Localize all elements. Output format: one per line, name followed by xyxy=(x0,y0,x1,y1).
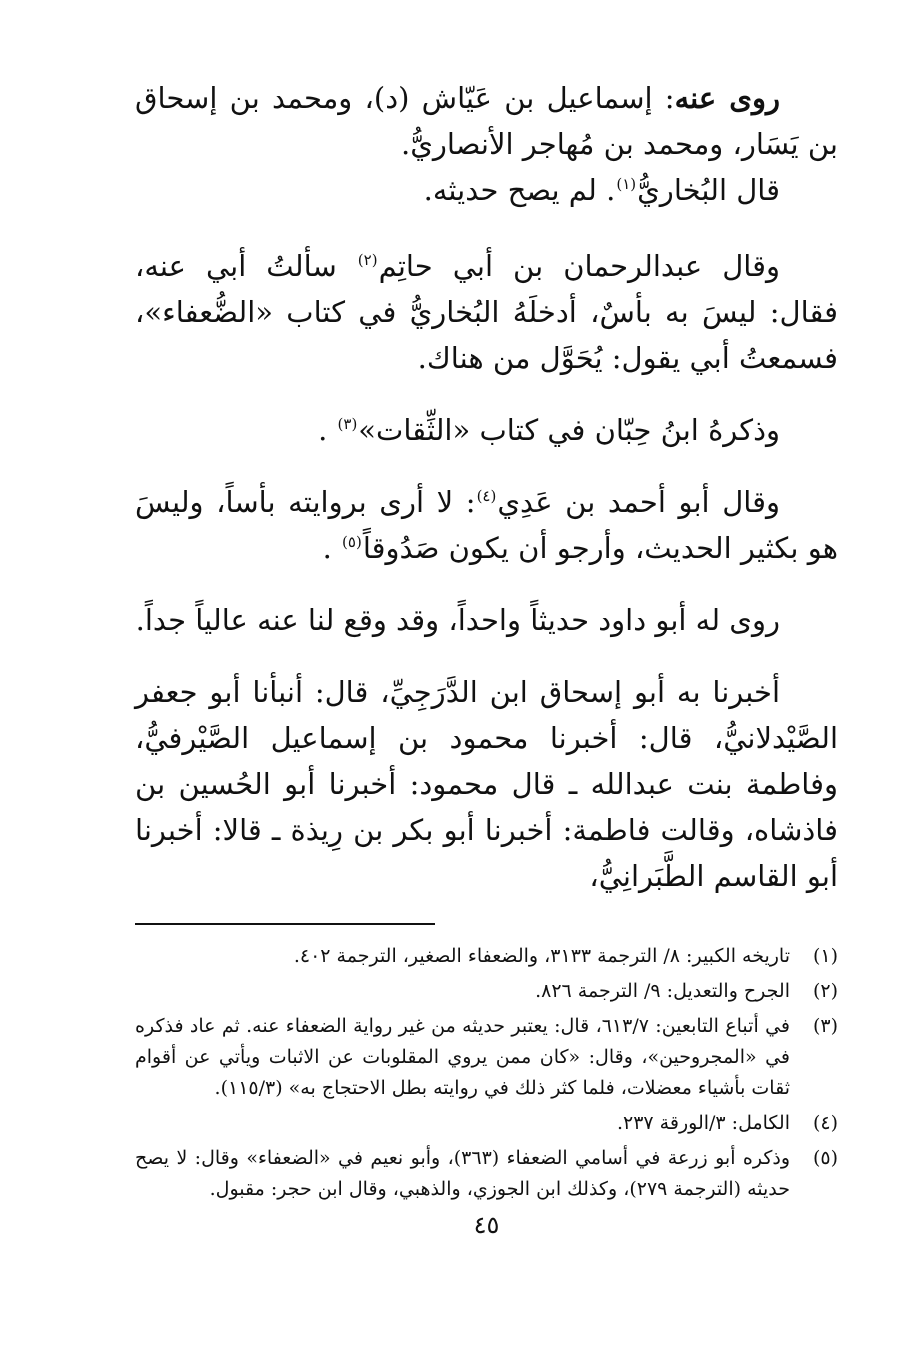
footnote-ref-4[interactable]: (٤) xyxy=(476,487,497,506)
paragraph-narrators xyxy=(135,75,838,167)
page-number: ٤٥ xyxy=(473,1211,500,1239)
paragraph-abi-hatim xyxy=(135,243,838,381)
footnote-item xyxy=(135,1143,838,1205)
paragraph-text: سألتُ أبي عنه، فقال: ليسَ به بأسٌ، أدخلَهُ البُخاريُّ في كتاب «الضُّعفاء»، فسمعتُ أبي يقول: يُحَوَّل من هناك. xyxy=(135,249,838,375)
footnote-number: (١) xyxy=(812,945,838,967)
main-text xyxy=(135,75,838,899)
paragraph-ibn-adi xyxy=(135,479,838,571)
footnote-item xyxy=(135,976,838,1007)
paragraph-text: : لا أرى بروايته بأساً، وليسَ هو بكثير الحديث، وأرجو أن يكون صَدُوقاً xyxy=(135,485,838,565)
paragraph-text: . xyxy=(322,531,342,565)
footnote-text: تاريخه الكبير: ٨/ الترجمة ٣١٣٣، والضعفاء الصغير، الترجمة ٤٠٢. xyxy=(293,945,790,967)
footnote-item xyxy=(135,941,838,972)
footnote-item xyxy=(135,1011,838,1104)
footnote-ref-2[interactable]: (٢) xyxy=(357,251,378,270)
footnote-ref-1[interactable]: (١) xyxy=(616,175,637,194)
footnote-number: (٤) xyxy=(812,1112,838,1134)
footnote-number: (٣) xyxy=(812,1015,838,1037)
paragraph-ibn-hibban xyxy=(135,407,838,453)
paragraph-bukhari xyxy=(135,167,838,213)
paragraph-abu-dawud: روى له أبو داود حديثاً واحداً، وقد وقع لنا عنه عالياً جداً. xyxy=(135,603,780,637)
paragraph-text: وذكرهُ ابنُ حِبّان في كتاب «الثِّقات» xyxy=(358,413,780,447)
footnote-number: (٥) xyxy=(812,1147,838,1169)
footnote-item xyxy=(135,1108,838,1139)
footnote-ref-5[interactable]: (٥) xyxy=(342,533,362,552)
paragraph-lead: روى عنه xyxy=(674,81,781,115)
footnote-separator xyxy=(135,923,838,925)
paragraph-text: . xyxy=(318,413,337,447)
footnote-text: وذكره أبو زرعة في أسامي الضعفاء (٣٦٣)، وأبو نعيم في «الضعفاء» وقال: لا يصح حديثه (الترجمة ٢٧٩)، وكذلك ابن الجوزي، والذهبي، وقال ابن حجر: مقبول. xyxy=(135,1147,791,1200)
footnote-ref-3[interactable]: (٣) xyxy=(337,415,358,434)
paragraph-text: قال البُخاريُّ xyxy=(637,173,780,207)
paragraph-text: . لم يصح حديثه. xyxy=(423,173,616,207)
footnote-text: في أتباع التابعين: ٦١٣/٧، قال: يعتبر حديثه من غير رواية الضعفاء عنه. ثم عاد فذكره في «المجروحين»، وقال: «كان ممن يروي المقلوبات عن الاثبات ويأتي عن أقوام ثقات بأشياء معضلات، فلما كثر ذلك في روايته بطل الاحتجاج به» (١١٥/٣). xyxy=(135,1015,790,1099)
document-page xyxy=(135,75,838,1325)
footnote-text: الجرح والتعديل: ٩/ الترجمة ٨٢٦. xyxy=(535,980,790,1002)
paragraph-isnad: أخبرنا به أبو إسحاق ابن الدَّرَجِيِّ، قال: أنبأنا أبو جعفر الصَّيْدلانيُّ، قال: أخبرنا محمود بن إسماعيل الصَّيْرفيُّ، وفاطمة بنت عبدالله ـ قال محمود: أخبرنا أبو الحُسين بن فاذشاه، وقالت فاطمة: أخبرنا أبو بكر بن رِيذة ـ قالا: أخبرنا أبو القاسم الطَّبَرانِيُّ، xyxy=(135,675,838,893)
paragraph-text: وقال عبدالرحمان بن أبي حاتِم xyxy=(378,249,780,283)
paragraph-text: وقال أبو أحمد بن عَدِي xyxy=(497,485,780,519)
footnote-number: (٢) xyxy=(812,980,838,1002)
separator-line xyxy=(135,923,435,925)
footnotes xyxy=(135,941,838,1205)
paragraph-text: : إسماعيل بن عَيّاش (د)، ومحمد بن إسحاق بن يَسَار، ومحمد بن مُهاجر الأنصاريُّ. xyxy=(135,81,838,161)
footnote-text: الكامل: ٣/الورقة ٢٣٧. xyxy=(616,1112,790,1134)
